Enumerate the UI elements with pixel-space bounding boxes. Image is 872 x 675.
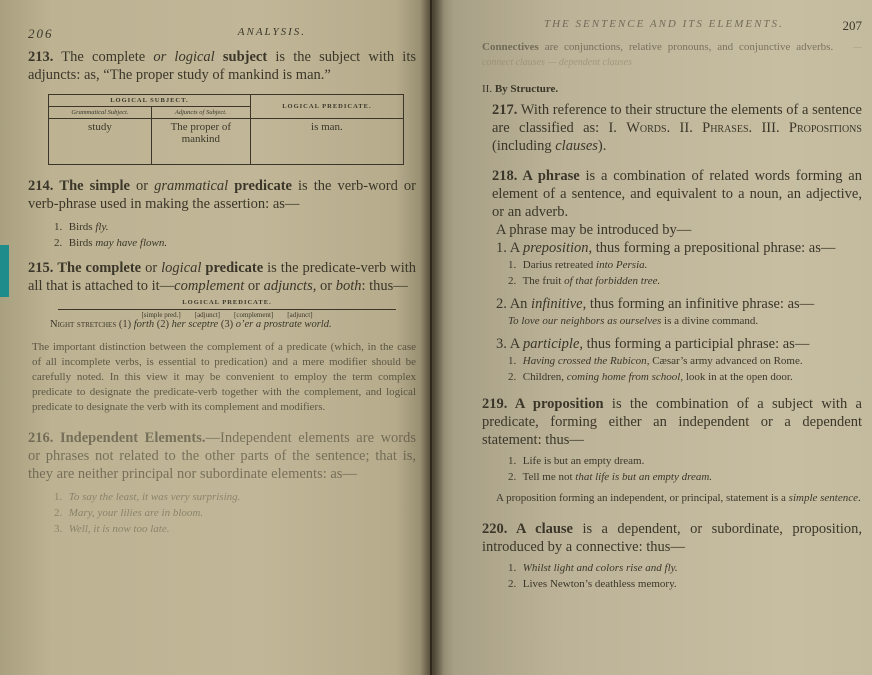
list-item: 1. Life is but an empty dream. xyxy=(508,455,645,467)
list-item: 1. Birds fly. xyxy=(54,221,109,233)
right-page xyxy=(432,0,872,675)
section-219: 219. A proposition is the combination of a subject with a predicate, forming either an independent or a dependent statement: thus— xyxy=(482,396,862,448)
handwritten-note: — connect clauses — dependent clauses xyxy=(482,42,862,68)
table-cell-adjuncts: The proper of mankind xyxy=(151,119,250,165)
list-item: 1. Having crossed the Rubicon, Cæsar’s army advanced on Rome. xyxy=(508,355,803,367)
section-220: 220. A clause is a dependent, or subordinate, proposition, introduced by a connective: thus— xyxy=(482,521,863,555)
left-page xyxy=(0,0,430,675)
table-header-grammatical-subject: Grammatical Subject. xyxy=(49,107,152,119)
phrase-type-preposition: 1. A preposition, thus forming a prepositional phrase: as— xyxy=(496,240,836,256)
table-header-logical-subject: LOGICAL SUBJECT. xyxy=(49,95,251,107)
section-220-examples xyxy=(482,560,862,592)
list-item: 2. Tell me not that life is but an empty dream. xyxy=(508,471,713,483)
table-header-adjuncts: Adjuncts of Subject. xyxy=(151,107,250,119)
connectives-line: Connectives are conjunctions, relative pronouns, and conjunctive adverbs. — connect clauses — dependent clauses xyxy=(482,41,862,68)
list-item: 2. Birds may have flown. xyxy=(54,237,168,249)
section-217: 217. With reference to their structure the elements of a sentence are classified as: I. Words. II. Phrases. III. Propositions (including clauses). xyxy=(492,102,862,154)
left-running-head xyxy=(28,26,416,42)
logical-subject-table xyxy=(48,94,404,165)
table-cell-predicate: is man. xyxy=(250,119,403,165)
left-page-number: 206 xyxy=(28,26,54,41)
phrase-intro: A phrase may be introduced by— xyxy=(496,222,692,238)
proposition-note: A proposition forming an independent, or principal, statement is a simple sentence. xyxy=(496,492,861,504)
table-cell-subject: study xyxy=(49,119,152,165)
section-213: 213. The complete or logical subject is the subject with its adjuncts: as, “The proper study of mankind is man.” xyxy=(28,49,416,83)
right-page-number: 207 xyxy=(842,18,862,33)
list-item: 2. Mary, your lilies are in bloom. xyxy=(54,507,204,519)
participle-examples xyxy=(482,353,862,385)
phrase-type-participle: 3. A participle, thus forming a participial phrase: as— xyxy=(496,336,810,352)
infinitive-example: To love our neighbors as ourselves is a divine command. xyxy=(508,315,759,327)
section-216: 216. Independent Elements.—Independent elements are words or phrases not related to the other parts of the sentence; that is, they are neither principal nor subordinate elements: as— xyxy=(28,430,417,482)
structure-heading: II. By Structure. xyxy=(482,83,559,95)
list-item: 3. Well, it is now too late. xyxy=(54,523,170,535)
right-head-title: THE SENTENCE AND ITS ELEMENTS. xyxy=(544,18,784,30)
section-215: 215. The complete or logical predicate is the predicate-verb with all that is attached to it—complement or adjuncts, or both: thus— xyxy=(28,260,417,294)
phrase-type-infinitive: 2. An infinitive, thus forming an infinitive phrase: as— xyxy=(496,296,815,312)
section-219-examples xyxy=(482,453,862,485)
bookmark-tab xyxy=(0,245,9,297)
complement-note: The important distinction between the complement of a predicate (which, in the case of all incomplete verbs, is essential to predication) and a mere modifier should be carefully noted. In this view it may be convenient to employ the term complex predicate to designate the predicate-verb together with the complement, and logical predicate to designate the verb with its complement and modifiers. xyxy=(32,341,416,413)
preposition-examples xyxy=(482,257,862,289)
list-item: 1. To say the least, it was very surprising. xyxy=(54,491,241,503)
diagram-sentence: Night stretches (1) forth (2) her sceptre (3) o’er a prostrate world. xyxy=(50,319,332,330)
section-216-examples xyxy=(28,489,416,537)
section-218: 218. A phrase is a combination of related words forming an element of a sentence, and equivalent to a noun, an adjective, or an adverb. xyxy=(492,168,862,220)
section-214-examples xyxy=(28,219,416,251)
list-item: 2. The fruit of that forbidden tree. xyxy=(508,275,661,287)
predicate-diagram xyxy=(50,299,396,330)
list-item: 2. Lives Newton’s deathless memory. xyxy=(508,578,677,590)
section-214: 214. The simple or grammatical predicate is the verb-word or verb-phrase used in making the assertion: as— xyxy=(28,178,416,212)
diagram-labels: [simple pred.] [adjunct] [complement] [adjunct] xyxy=(58,309,396,319)
list-item: 1. Whilst light and colors rise and fly. xyxy=(508,562,678,574)
list-item: 2. Children, coming home from school, look in at the open door. xyxy=(508,371,793,383)
diagram-head: LOGICAL PREDICATE. xyxy=(182,299,272,306)
right-running-head xyxy=(482,18,862,34)
left-head-title: ANALYSIS. xyxy=(237,26,306,38)
list-item: 1. Darius retreated into Persia. xyxy=(508,259,648,271)
table-header-logical-predicate: LOGICAL PREDICATE. xyxy=(250,95,403,119)
